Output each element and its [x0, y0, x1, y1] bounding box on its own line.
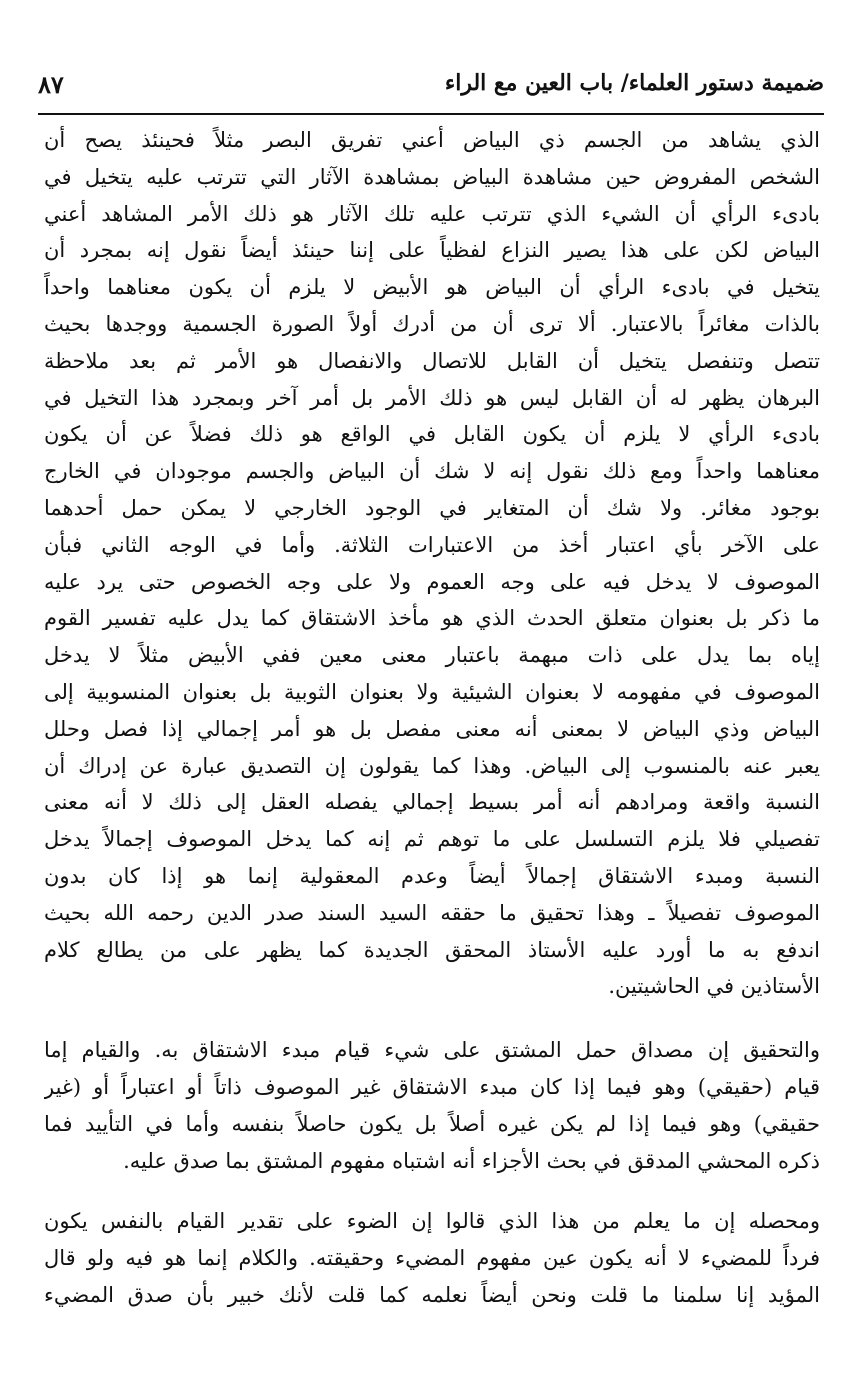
- text-line: البياض وذي البياض لا بمعنى أنه معنى مفصل بل هو أمر إجمالي إذا فصل وحلل: [44, 716, 820, 741]
- text-line: ذكره المحشي المدقق في بحث الأجزاء أنه اشتباه مفهوم المشتق بما صدق عليه.: [123, 1148, 820, 1173]
- paragraph-spacer: [44, 1005, 820, 1032]
- paragraph: [44, 1032, 820, 1179]
- text-line: الموصوف تفصيلاً ـ وهذا تحقيق ما حققه السيد السند صدر الدين رحمه الله بحيث: [44, 900, 820, 925]
- text-line: بالذات مغائراً بالاعتبار. ألا ترى أن من أدرك أولاً الصورة الجسمية ووجدها بحيث: [44, 311, 820, 336]
- text-line: الموصوف في مفهومه لا بعنوان الشيئية ولا بعنوان الثوبية بل بعنوان المنسوبية إلى: [44, 679, 820, 704]
- text-line: ما ذكر بل بعنوان متعلق الحدث الذي هو مأخذ الاشتقاق كما يدل عليه تفسير القوم: [44, 606, 820, 631]
- text-line: المؤيد إنا سلمنا ما قلت ونحن أيضاً نعلمه كما قلت لأنك خبير بأن صدق المضيء: [44, 1282, 820, 1307]
- text-line: ومحصله إن ما يعلم من هذا الذي قالوا إن الضوء على تقدير القيام بالنفس يكون: [44, 1209, 820, 1234]
- text-line: بادىء الرأي أن الشيء الذي تترتب عليه تلك الآثار هو ذلك الأمر المشاهد أعني: [44, 201, 820, 226]
- text-line: الأستاذين في الحاشيتين.: [608, 974, 820, 999]
- text-line: فرداً للمضيء لا أنه يكون عين مفهوم المضيء وحقيقته. والكلام إنما هو فيه ولو قال: [44, 1246, 820, 1271]
- text-line: تتصل وتنفصل يتخيل أن القابل للاتصال والانفصال هو الأمر ثم بعد ملاحظة: [44, 348, 820, 373]
- text-line: البرهان يظهر له أن القابل ليس هو ذلك الأمر بل أمر آخر وبمجرد هذا التخيل في: [44, 385, 820, 410]
- page-number: ٨٧: [38, 70, 64, 99]
- text-line: تفصيلي فلا يلزم التسلسل على ما توهم ثم إنه كما يدخل الموصوف إجمالاً يدخل: [44, 827, 820, 852]
- text-line: البياض لكن على هذا يصير النزاع لفظياً على إننا حينئذ أيضاً نقول إنه بمجرد أن: [44, 238, 820, 263]
- body-text: [44, 122, 820, 1314]
- text-line: يتخيل في بادىء الرأي أن البياض هو الأبيض لا يلزم أن يكون معناهما واحداً: [44, 275, 820, 300]
- header-rule: [38, 113, 824, 115]
- text-line: اندفع به ما أورد عليه الأستاذ المحقق الجديدة كما يظهر على من يطالع كلام: [44, 937, 820, 962]
- paragraph: [44, 1203, 820, 1313]
- text-line: قيام (حقيقي) وهو فيما إذا كان مبدء الاشتقاق غير الموصوف ذاتاً أو اعتباراً أو (غير: [44, 1074, 820, 1099]
- paragraph: [44, 122, 820, 1005]
- text-line: الذي يشاهد من الجسم ذي البياض أعني تفريق البصر مثلاً فحينئذ يصح أن: [44, 128, 820, 152]
- text-line: بادىء الرأي لا يلزم أن يكون القابل في الواقع هو ذلك فضلاً عن أن يكون: [44, 422, 820, 447]
- text-line: على الآخر بأي اعتبار أخذ من الاعتبارات الثلاثة. وأما في الوجه الثاني فبأن: [44, 532, 820, 557]
- text-line: النسبة ومبدء الاشتقاق إجمالاً أيضاً وعدم المعقولية إنما هو إذا كان بدون: [44, 863, 820, 888]
- text-line: الموصوف لا يدخل فيه على وجه العموم ولا على وجه الخصوص حتى يرد عليه: [44, 569, 820, 594]
- text-line: إياه بما يدل على ذات مبهمة باعتبار معنى معين ففي الأبيض مثلاً لا يدخل: [44, 643, 820, 668]
- text-line: معناهما واحداً ومع ذلك نقول إنه لا شك أن البياض والجسم موجودان في الخارج: [44, 459, 820, 484]
- text-line: النسبة واقعة ومرادهم أنه أمر بسيط إجمالي يفصله العقل إلى ذلك لا أنه معنى: [44, 790, 820, 815]
- running-title: ضميمة دستور العلماء/ باب العين مع الراء: [444, 70, 824, 96]
- text-line: الشخص المفروض حين مشاهدة البياض بمشاهدة الآثار التي تترتب عليه يتخيل في: [44, 164, 820, 189]
- text-line: والتحقيق إن مصداق حمل المشتق على شيء قيام مبدء الاشتقاق به. والقيام إما: [44, 1038, 820, 1063]
- page-header: [38, 64, 824, 104]
- text-line: بوجود مغائر. ولا شك أن المتغاير في الوجود الخارجي لا يمكن حمل أحدهما: [44, 495, 820, 520]
- text-line: يعبر عنه بالمنسوب إلى البياض. وهذا كما يقولون إن التصديق عبارة عن إدراك أن: [44, 753, 820, 778]
- paragraph-spacer: [44, 1179, 820, 1203]
- text-line: حقيقي) وهو فيما إذا لم يكن غيره أصلاً بل يكون حاصلاً بنفسه وأما في التأييد فما: [44, 1111, 820, 1136]
